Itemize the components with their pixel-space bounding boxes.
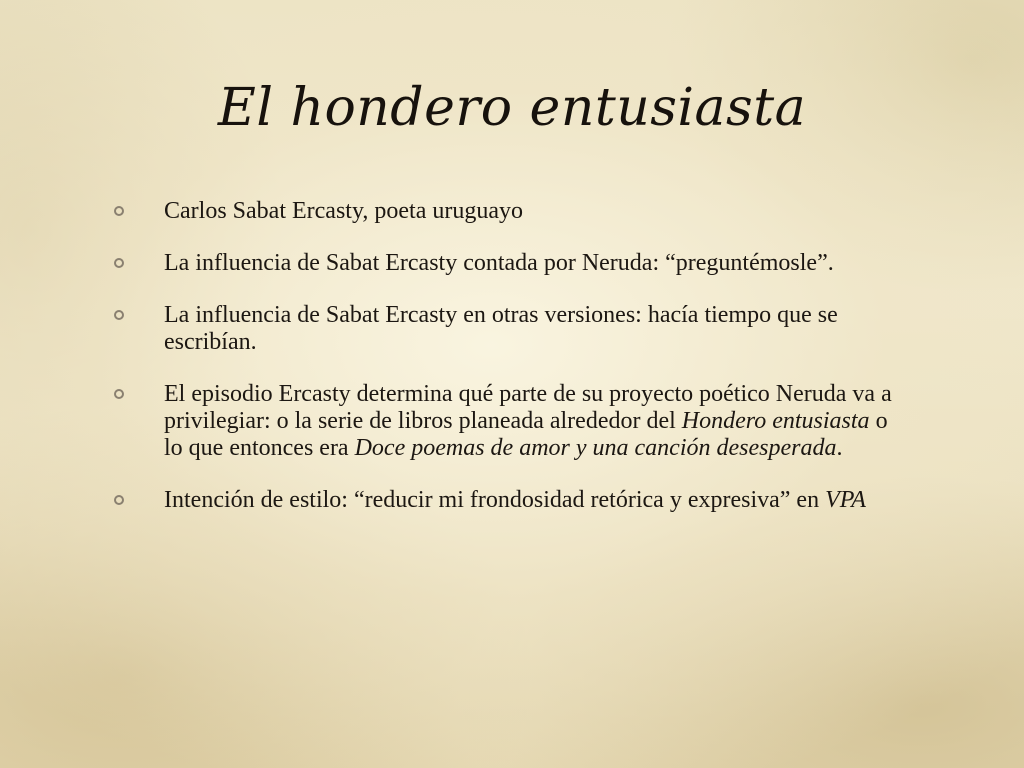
bullet-text: La influencia de Sabat Ercasty en otras versiones: hacía tiempo que se escribían.: [164, 302, 838, 355]
bullet-text-part: .: [836, 435, 843, 461]
bullet-item: [112, 198, 912, 225]
bullet-item: [112, 487, 912, 514]
bullet-item: [112, 250, 912, 277]
circle-bullet-icon: [114, 389, 124, 399]
book-title-hondero: Hondero entusiasta: [681, 408, 870, 434]
bullet-item: [112, 381, 912, 462]
bullet-text-part: o lo que entonces era: [164, 408, 888, 461]
bullet-list: [112, 198, 912, 539]
slide-title: El hondero entusiasta: [217, 78, 807, 138]
circle-bullet-icon: [114, 206, 124, 216]
bullet-text: La influencia de Sabat Ercasty contada por Neruda: “preguntémosle”.: [164, 250, 834, 276]
circle-bullet-icon: [114, 310, 124, 320]
circle-bullet-icon: [114, 495, 124, 505]
bullet-text-part: Intención de estilo: “reducir mi frondosidad retórica y expresiva” en: [164, 487, 826, 513]
bullet-item: [112, 302, 912, 356]
bullet-text-part: El episodio Ercasty determina qué parte de su proyecto poético Neruda va a privilegiar: o la serie de libros planeada alrededor del: [164, 381, 892, 434]
circle-bullet-icon: [114, 258, 124, 268]
book-title-veinte-poemas: Doce poemas de amor y una canción desesperada: [354, 435, 837, 461]
book-abbreviation-vpa: VPA: [825, 487, 866, 513]
bullet-text: Carlos Sabat Ercasty, poeta uruguayo: [164, 198, 524, 224]
